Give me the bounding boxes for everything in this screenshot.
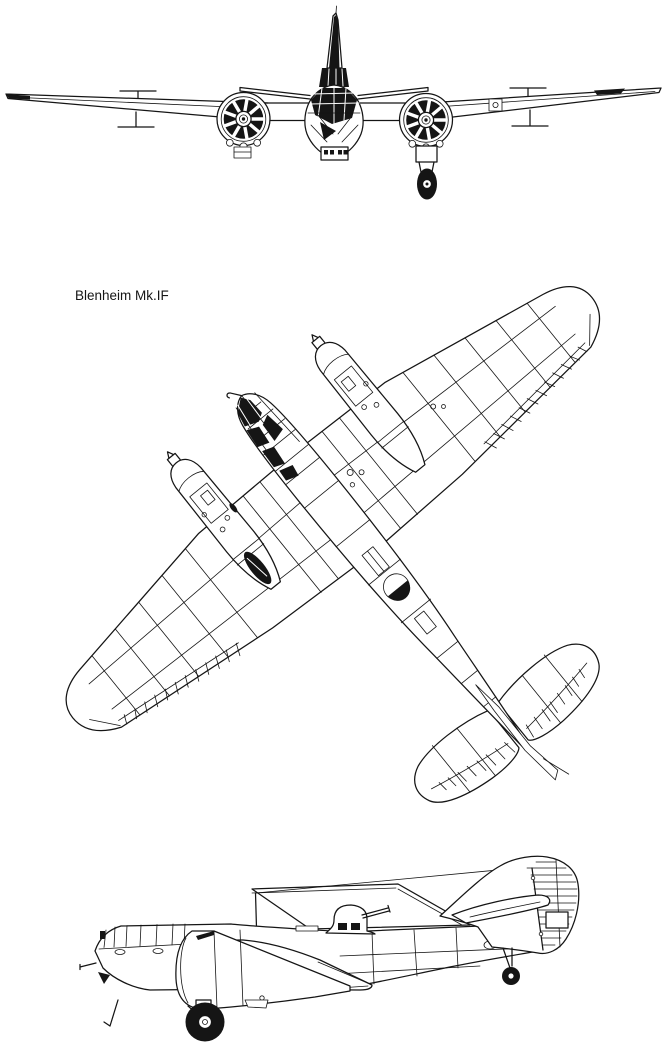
carb-intake: [234, 147, 251, 158]
nacelle-intake: [245, 1000, 268, 1008]
front-view: [6, 6, 661, 200]
chin-aerial: [104, 1000, 118, 1026]
rudder-trim-tab: [546, 912, 568, 928]
nose-light: [98, 972, 110, 984]
drawing-title: Blenheim Mk.IF: [75, 288, 169, 303]
spine-hatch-side: [296, 926, 318, 931]
chin-block: [321, 147, 348, 160]
side-view: [80, 856, 579, 1041]
pitot-tube: [80, 963, 96, 970]
front-fuselage: [305, 85, 363, 160]
fin-fillet: [319, 68, 349, 87]
wing-panel-marker: [489, 99, 502, 111]
front-engine-port: [217, 93, 270, 159]
front-engine-starboard: [400, 94, 453, 152]
main-wheel-hub: [199, 1016, 212, 1029]
tailwheel-hub: [508, 973, 514, 979]
front-landing-gear: [416, 146, 437, 200]
front-fin: [319, 6, 349, 87]
